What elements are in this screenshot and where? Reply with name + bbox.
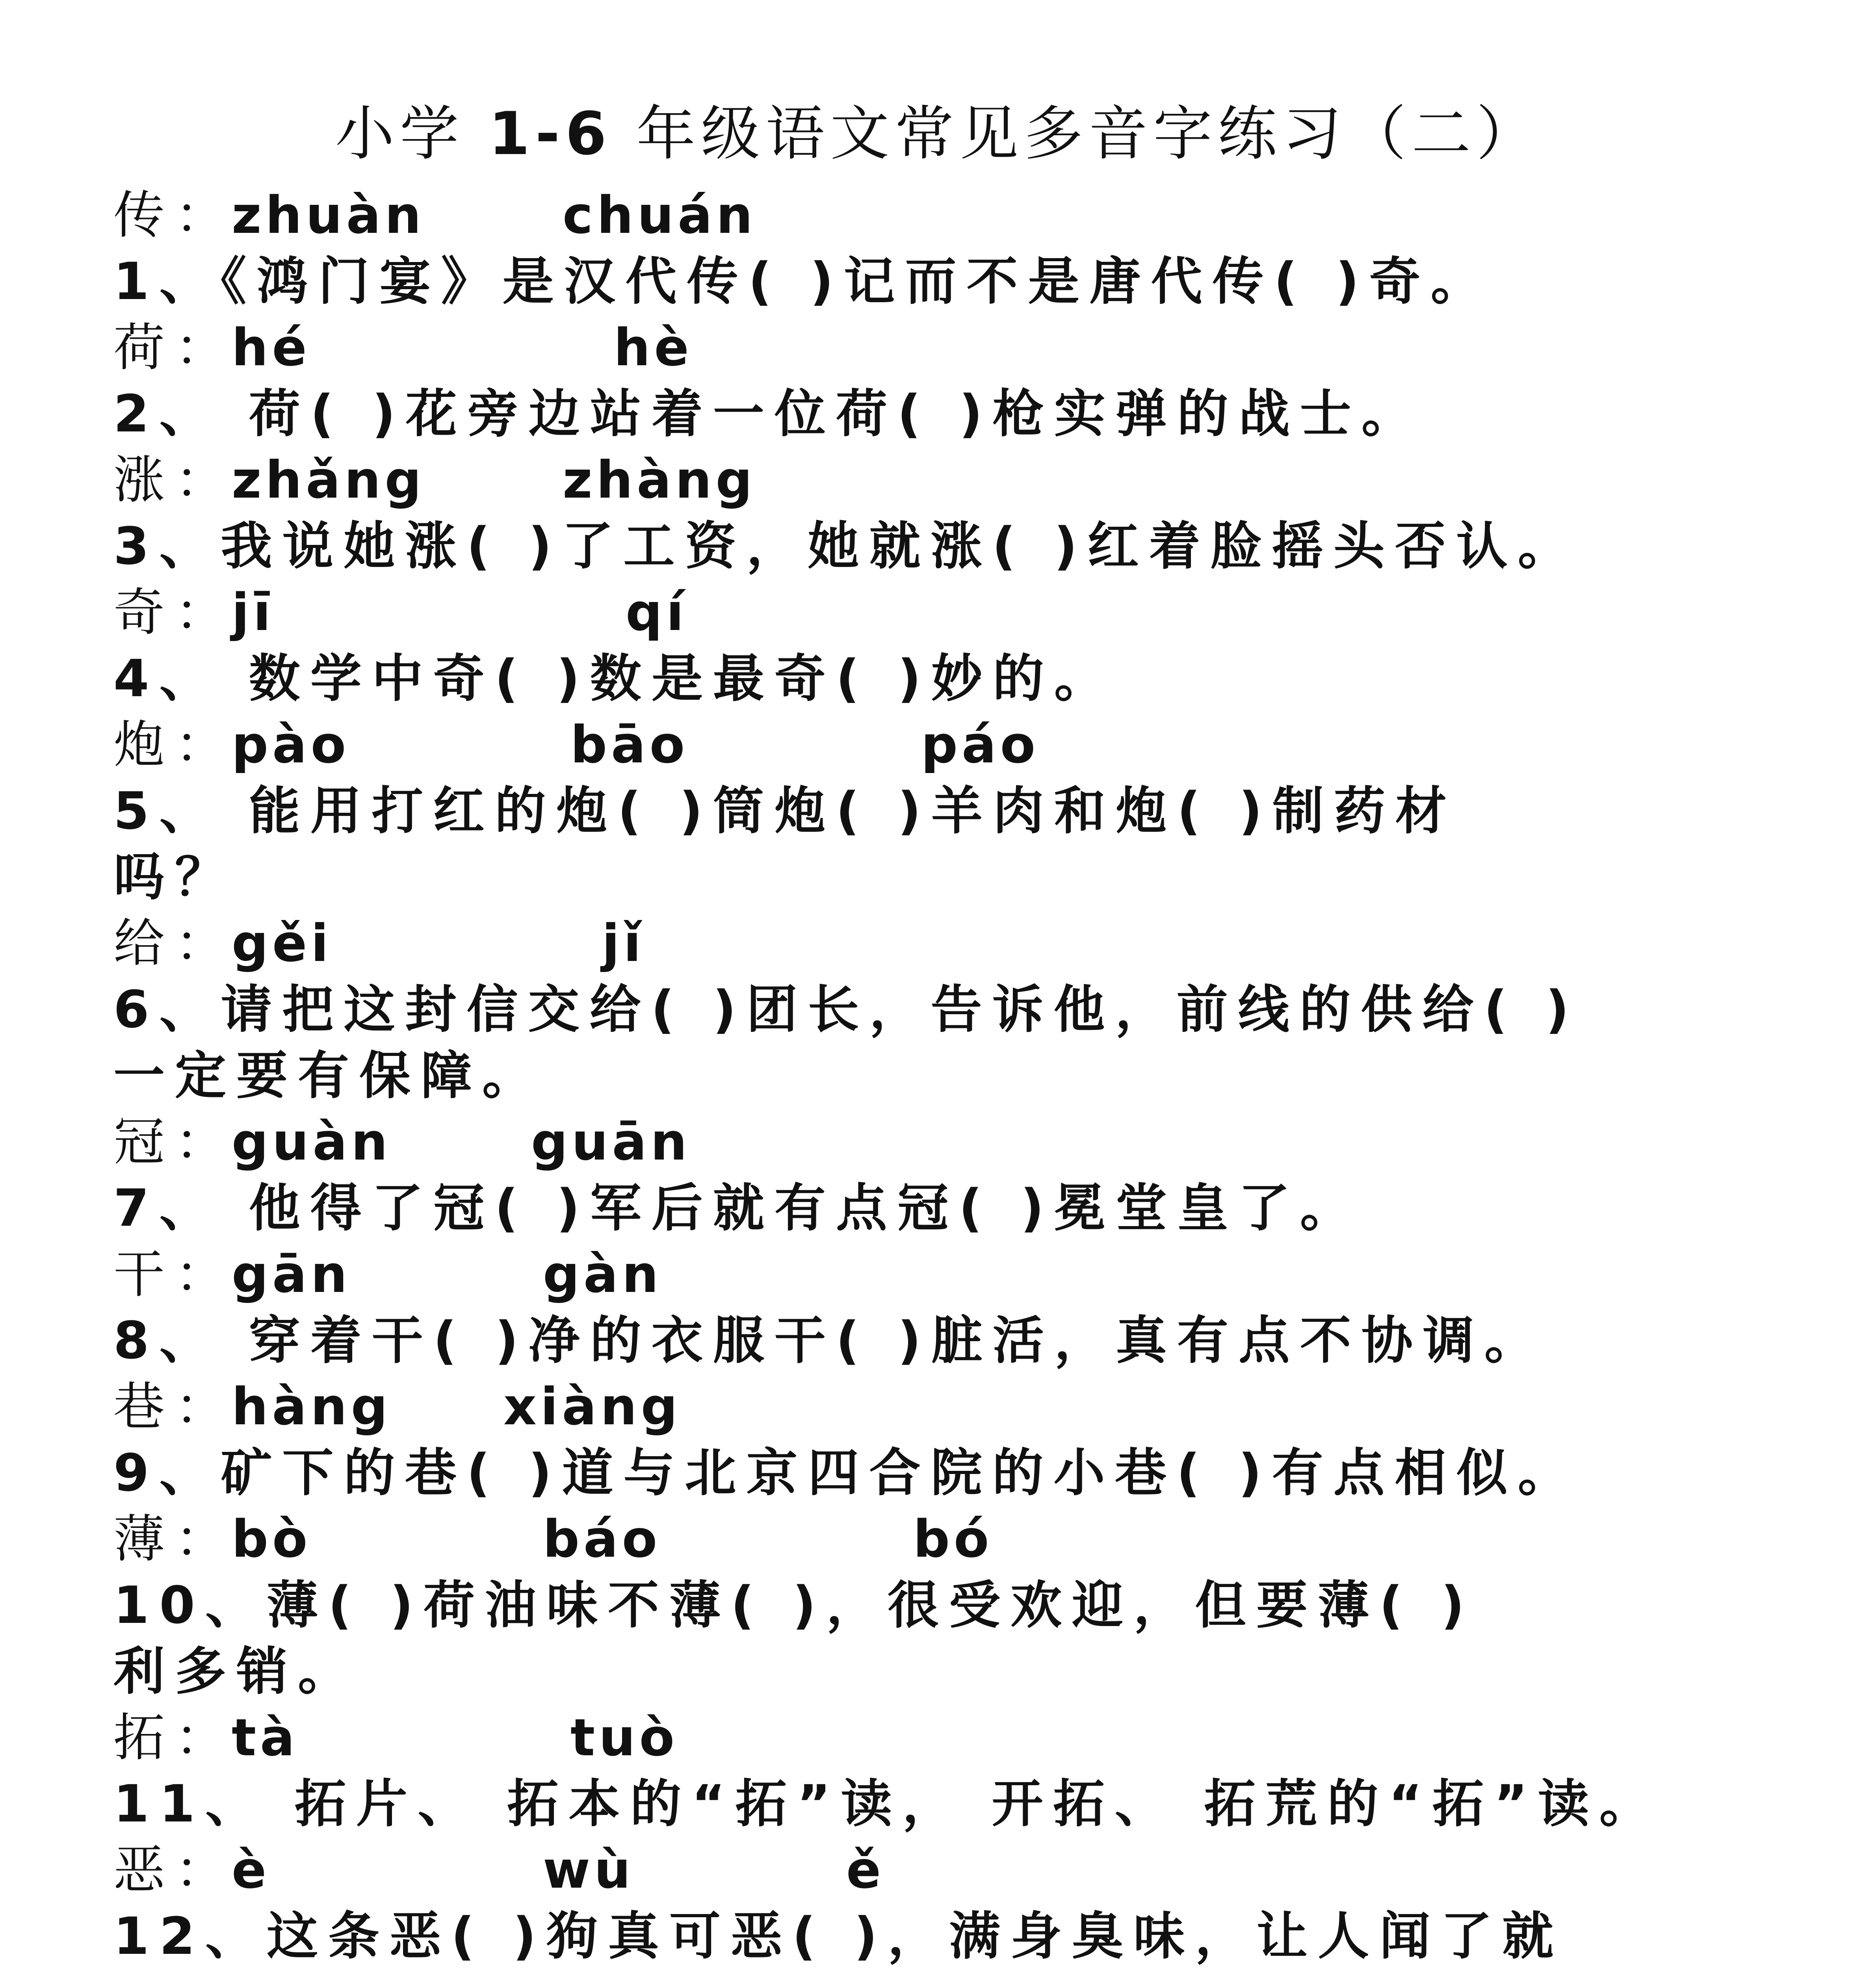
pinyin-row (113, 910, 1768, 976)
pinyin-row (113, 1837, 1768, 1903)
exercise-sentence: 6、请把这封信交给( )团长，告诉他，前线的供给( ) (113, 979, 1579, 1039)
polyphonic-character: 炮： (113, 715, 237, 775)
pinyin-reading: qí (626, 582, 688, 642)
pinyin-reading: guān (531, 1112, 691, 1172)
pinyin-reading: hè (614, 318, 693, 377)
polyphonic-character: 冠： (113, 1112, 237, 1172)
pinyin-row (113, 1704, 1768, 1771)
polyphonic-character: 巷： (113, 1377, 237, 1437)
pinyin-reading: ě (846, 1840, 885, 1900)
pinyin-reading: gān (232, 1244, 351, 1304)
pinyin-reading: tuò (570, 1708, 679, 1767)
pinyin-reading: hé (232, 318, 311, 377)
exercise-list (113, 182, 1768, 1970)
pinyin-reading: gàn (543, 1244, 663, 1304)
polyphonic-character: 拓： (113, 1708, 237, 1767)
pinyin-row (113, 1109, 1768, 1175)
pinyin-reading: hàng (232, 1377, 392, 1437)
exercise-sentence: 2、 荷( )花旁边站着一位荷( )枪实弹的战士。 (113, 384, 1423, 444)
pinyin-reading: báo (543, 1509, 661, 1569)
exercise-sentence: 9、矿下的巷( )道与北京四合院的小巷( )有点相似。 (113, 1443, 1579, 1503)
pinyin-reading: pào (232, 715, 350, 775)
pinyin-row (113, 1506, 1768, 1572)
polyphonic-character: 给： (113, 913, 237, 973)
polyphonic-character: 荷： (113, 318, 237, 377)
pinyin-reading: jī (232, 582, 275, 642)
pinyin-reading: wù (543, 1840, 635, 1900)
polyphonic-character: 奇： (113, 582, 237, 642)
pinyin-reading: bó (913, 1509, 993, 1569)
exercise-sentence: 7、 他得了冠( )军后就有点冠( )冕堂皇了。 (113, 1178, 1361, 1238)
exercise-sentence: 一定要有保障。 (113, 1046, 544, 1106)
exercise-sentence: 5、 能用打红的炮( )筒炮( )羊肉和炮( )制药材 (113, 781, 1457, 841)
pinyin-row (113, 712, 1768, 778)
pinyin-reading: bò (232, 1509, 312, 1569)
pinyin-reading: guàn (232, 1112, 392, 1172)
exercise-sentence: 8、 穿着干( )净的衣服干( )脏活，真有点不协调。 (113, 1310, 1546, 1370)
exercise-sentence: 1、《鸿门宴》是汉代传( )记而不是唐代传( )奇。 (113, 251, 1492, 311)
worksheet-title (0, 100, 1876, 167)
pinyin-row (113, 447, 1768, 513)
pinyin-row (113, 314, 1768, 381)
pinyin-reading: jǐ (602, 913, 645, 973)
exercise-sentence: 利多销。 (113, 1641, 360, 1701)
polyphonic-character: 薄： (113, 1509, 237, 1569)
pinyin-reading: chuán (563, 185, 757, 245)
pinyin-reading: zhàng (563, 450, 756, 510)
title-suffix: 年级语文常见多音字练习（二） (612, 100, 1541, 168)
exercise-sentence: 4、 数学中奇( )数是最奇( )妙的。 (113, 649, 1116, 708)
pinyin-row (113, 579, 1768, 645)
polyphonic-character: 干： (113, 1244, 237, 1304)
title-prefix: 小学 (335, 100, 489, 168)
pinyin-row (113, 182, 1768, 248)
polyphonic-character: 恶： (113, 1840, 237, 1900)
exercise-sentence: 3、我说她涨( )了工资，她就涨( )红着脸摇头否认。 (113, 516, 1579, 576)
pinyin-reading: xiàng (503, 1377, 682, 1437)
title-grade: 1-6 (489, 100, 612, 168)
exercise-sentence: 10、薄( )荷油味不薄( )，很受欢迎，但要薄( ) (113, 1575, 1475, 1635)
exercise-sentence: 吗？ (113, 847, 237, 907)
pinyin-reading: è (232, 1840, 271, 1900)
pinyin-reading: páo (921, 715, 1040, 775)
pinyin-reading: zhuàn (232, 185, 425, 245)
polyphonic-character: 传： (113, 185, 237, 245)
pinyin-reading: tà (232, 1708, 299, 1767)
pinyin-row (113, 1373, 1768, 1440)
exercise-sentence: 12、这条恶( )狗真可恶( )，满身臭味，让人闻了就 (113, 1906, 1564, 1966)
pinyin-reading: zhǎng (232, 450, 425, 510)
pinyin-row (113, 1241, 1768, 1307)
polyphonic-character: 涨： (113, 450, 237, 510)
exercise-sentence: 11、 拓片、 拓本的“拓”读， 开拓、 拓荒的“拓”读。 (113, 1774, 1661, 1834)
pinyin-reading: gěi (232, 913, 332, 973)
pinyin-reading: bāo (570, 715, 689, 775)
